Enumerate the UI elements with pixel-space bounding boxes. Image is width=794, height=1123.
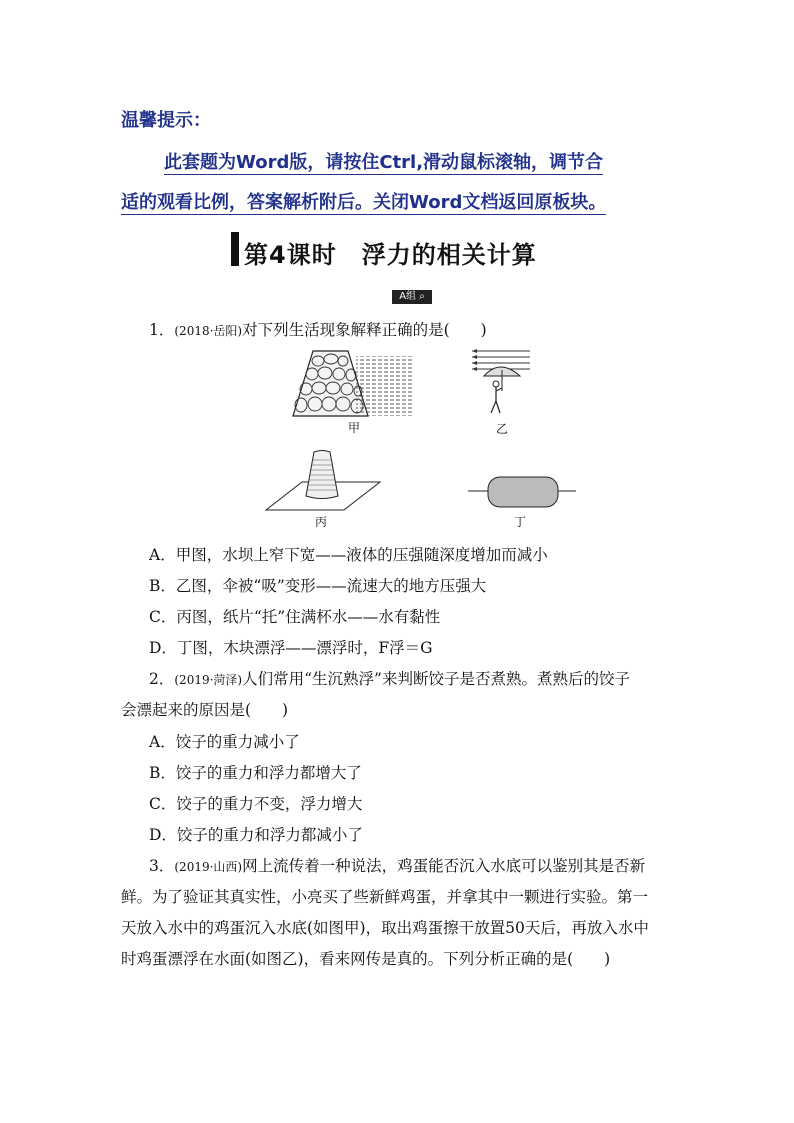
question-1-num: 1． [149,321,175,339]
page-title: 第4课时 浮力的相关计算 [244,241,537,269]
figure-label-ding: 丁 [514,515,527,529]
question-1-source: (2018·岳阳) [174,324,243,338]
question-3-text-1: 网上流传着一种说法，鸡蛋能否沉入水底可以鉴别其是否新 [242,857,646,875]
figure-label-jia: 甲 [348,421,361,435]
question-1-text: 对下列生活现象解释正确的是( ) [242,321,487,339]
figure-label-yi: 乙 [496,422,509,436]
figure-cup-illustration [262,448,382,514]
question-3-text-4: 时鸡蛋漂浮在水面(如图乙)，看来网传是真的。下列分析正确的是( ) [121,950,611,968]
question-2-source: (2019·菏泽) [174,673,243,687]
question-3-text-3: 天放入水中的鸡蛋沉入水底(如图甲)，取出鸡蛋擦干放置50天后，再放入水中 [121,919,649,937]
question-1-option-d: D．丁图，木块漂浮——漂浮时，F浮＝G [149,639,433,657]
question-3-num: 3． [149,857,175,875]
group-label: A组 [399,291,417,302]
question-2-text-1: 人们常用“生沉熟浮”来判断饺子是否煮熟。煮熟后的饺子 [242,670,630,688]
question-2-text-2: 会漂起来的原因是( ) [121,701,289,719]
notice-heading: 温馨提示： [121,110,211,131]
title-marker [231,232,239,266]
question-1-option-b: B．乙图，伞被“吸”变形——流速大的地方压强大 [149,577,487,595]
figure-umbrella-illustration [470,346,540,418]
group-badge: A组 ⌕ [392,290,432,304]
figure-block-illustration [466,473,578,513]
question-2-num: 2． [149,670,175,688]
figure-label-bing: 丙 [315,515,328,529]
question-2-option-a: A．饺子的重力减小了 [149,733,300,751]
question-3-stem [149,854,645,876]
question-2-option-c: C．饺子的重力不变，浮力增大 [149,795,363,813]
question-3-source: (2019·山西) [174,860,243,874]
question-2-option-b: B．饺子的重力和浮力都增大了 [149,764,362,782]
question-1-stem [149,318,487,340]
question-1-option-c: C．丙图，纸片“托”住满杯水——水有黏性 [149,608,441,626]
question-2-option-d: D．饺子的重力和浮力都减小了 [149,826,363,844]
question-1-option-a: A．甲图，水坝上窄下宽——液体的压强随深度增加而减小 [149,546,548,564]
figure-dam-illustration [288,346,418,421]
question-3-text-2: 鲜。为了验证其真实性，小亮买了些新鲜鸡蛋，并拿其中一颗进行实验。第一 [121,888,649,906]
notice-line-2: 适的观看比例，答案解析附后。关闭Word文档返回原板块。 [121,188,606,215]
question-2-stem [149,667,630,689]
notice-line-1: 此套题为Word版，请按住Ctrl,滑动鼠标滚轴，调节合 [164,148,603,175]
